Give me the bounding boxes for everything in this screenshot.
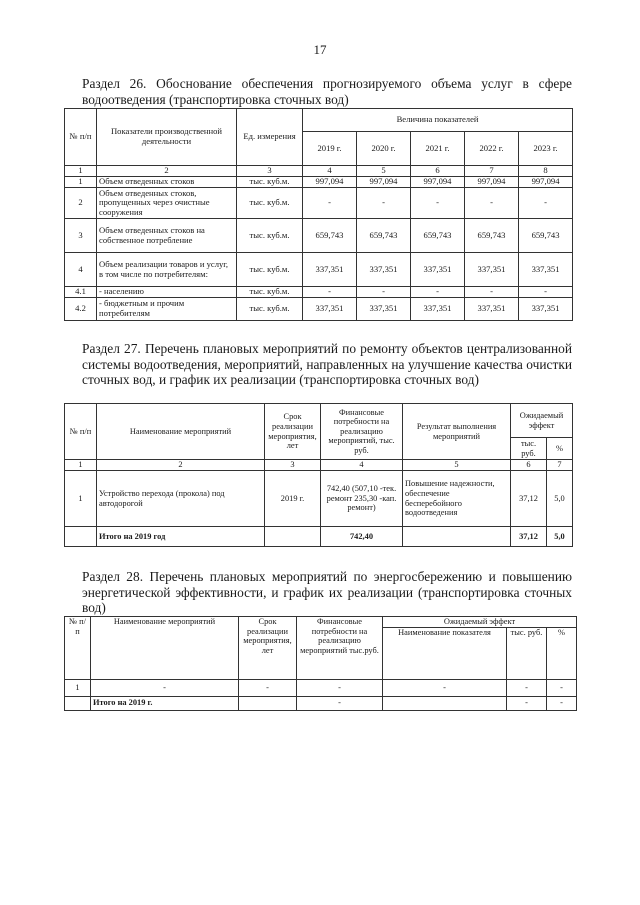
row-effect-pct: 5,0 [547,471,573,527]
row-unit: тыс. куб.м. [237,253,303,287]
row-unit: тыс. куб.м. [237,287,303,298]
row-name: Объем отведенных стоков [97,177,237,188]
row-result: Повышение надежности, обеспечение бесперебойного водоотведения [403,471,511,527]
row-unit: тыс. куб.м. [237,298,303,321]
header-values-group: Величина показателей [303,109,573,132]
header-name: Наименование мероприятий [91,617,239,680]
total-row [65,696,577,710]
table-row [65,471,573,527]
row-name: Объем отведенных стоков на собственное потребление [97,219,237,253]
row-name: Объем отведенных стоков, пропущенных через очистные сооружения [97,188,237,219]
section-28-title: Раздел 28. Перечень плановых мероприятий по энергосбережению и повышению энергетической эффективности, и график их реализации (транспортировка сточных вод) [82,569,572,615]
header-effect-pct: % [547,627,577,679]
header-year: 2020 г. [357,132,411,166]
col-number: 1 [65,166,97,177]
header-effect-name: Наименование показателя [383,627,507,679]
header-effect: Ожидаемый эффект [383,617,577,628]
row-num: 2 [65,188,97,219]
row-value: 997,094 [411,177,465,188]
row-value: 337,351 [465,298,519,321]
row-value: - [411,287,465,298]
col-number: 4 [303,166,357,177]
row-value: - [519,188,573,219]
total-effect-pct: - [547,696,577,710]
col-number: 7 [547,460,573,471]
header-num: № п/п [65,617,91,680]
row-value: - [303,188,357,219]
header-finance: Финансовые потребности на реализацию мероприятий, тыс. руб. [321,404,403,460]
total-effect-pct: 5,0 [547,527,573,547]
row-unit: тыс. куб.м. [237,177,303,188]
table-row [65,219,573,253]
header-finance: Финансовые потребности на реализацию мероприятий тыс.руб. [297,617,383,680]
section-28-table [64,616,577,711]
header-unit: Ед. измерения [237,109,303,166]
col-number: 6 [411,166,465,177]
row-unit: тыс. куб.м. [237,219,303,253]
table-row [65,177,573,188]
header-name: Наименование мероприятий [97,404,265,460]
row-term: - [239,679,297,696]
table-row [65,287,573,298]
section-26-title: Раздел 26. Обоснование обеспечения прогнозируемого объема услуг в сфере водоотведения (транспортировка сточных вод) [82,76,572,107]
row-value: - [519,287,573,298]
row-term: 2019 г. [265,471,321,527]
total-effect-rub: - [507,696,547,710]
row-value: 997,094 [519,177,573,188]
col-number: 4 [321,460,403,471]
col-number: 5 [357,166,411,177]
col-number: 2 [97,166,237,177]
section-27-title: Раздел 27. Перечень плановых мероприятий по ремонту объектов централизованной системы водоотведения, мероприятий, направленных на улучшение качества очистки сточных вод, и график их реализации (транспортировка сточных вод) [82,341,572,387]
col-number: 3 [265,460,321,471]
total-row [65,527,573,547]
header-effect-pct: % [547,438,573,460]
row-value: - [303,287,357,298]
col-number: 1 [65,460,97,471]
row-name: Устройство перехода (прокола) под автодорогой [97,471,265,527]
row-value: 337,351 [465,253,519,287]
row-num: 3 [65,219,97,253]
row-value: 997,094 [465,177,519,188]
row-effect-pct: - [547,679,577,696]
row-value: - [411,188,465,219]
total-finance: - [297,696,383,710]
row-unit: тыс. куб.м. [237,188,303,219]
row-value: 659,743 [465,219,519,253]
row-value: 337,351 [357,253,411,287]
header-year: 2022 г. [465,132,519,166]
col-number: 6 [511,460,547,471]
header-indicators: Показатели производственной деятельности [97,109,237,166]
row-name: - [91,679,239,696]
header-year: 2023 г. [519,132,573,166]
total-label: Итого на 2019 г. [91,696,239,710]
header-effect-rub: тыс. руб. [511,438,547,460]
total-effect-rub: 37,12 [511,527,547,547]
row-value: 659,743 [519,219,573,253]
row-value: 659,743 [411,219,465,253]
header-year: 2021 г. [411,132,465,166]
row-value: 337,351 [411,298,465,321]
row-value: 659,743 [357,219,411,253]
row-effect-rub: 37,12 [511,471,547,527]
table-row [65,298,573,321]
row-value: - [465,188,519,219]
row-num: 1 [65,177,97,188]
page-number: 17 [313,42,327,57]
row-value: 337,351 [303,298,357,321]
row-effect-rub: - [507,679,547,696]
section-26-table [64,108,573,321]
header-result: Результат выполнения мероприятий [403,404,511,460]
row-value: 337,351 [411,253,465,287]
row-value: 997,094 [303,177,357,188]
row-num: 4.2 [65,298,97,321]
row-name: Объем реализации товаров и услуг, в том числе по потребителям: [97,253,237,287]
row-value: 337,351 [519,298,573,321]
total-label: Итого на 2019 год [97,527,265,547]
header-effect-rub: тыс. руб. [507,627,547,679]
row-effect-name: - [383,679,507,696]
row-value: 337,351 [303,253,357,287]
row-num: 1 [65,471,97,527]
row-num: 4 [65,253,97,287]
col-number: 2 [97,460,265,471]
col-number: 5 [403,460,511,471]
row-finance: - [297,679,383,696]
row-name: - населению [97,287,237,298]
header-num: № п/п [65,109,97,166]
col-number: 7 [465,166,519,177]
header-effect: Ожидаемый эффект [511,404,573,438]
row-value: - [465,287,519,298]
col-number: 8 [519,166,573,177]
row-value: - [357,188,411,219]
total-finance: 742,40 [321,527,403,547]
row-value: 659,743 [303,219,357,253]
header-term: Срок реализации мероприятия, лет [265,404,321,460]
row-value: 337,351 [519,253,573,287]
row-num: 4.1 [65,287,97,298]
table-row [65,188,573,219]
row-num: 1 [65,679,91,696]
col-number: 3 [237,166,303,177]
table-row [65,253,573,287]
table-row [65,679,577,696]
row-name: - бюджетным и прочим потребителям [97,298,237,321]
header-num: № п/п [65,404,97,460]
row-value: 337,351 [357,298,411,321]
header-term: Срок реализации мероприятия, лет [239,617,297,680]
header-year: 2019 г. [303,132,357,166]
row-finance: 742,40 (507,10 -тек. ремонт 235,30 -кап. ремонт) [321,471,403,527]
row-value: 997,094 [357,177,411,188]
row-value: - [357,287,411,298]
section-27-table [64,403,573,547]
